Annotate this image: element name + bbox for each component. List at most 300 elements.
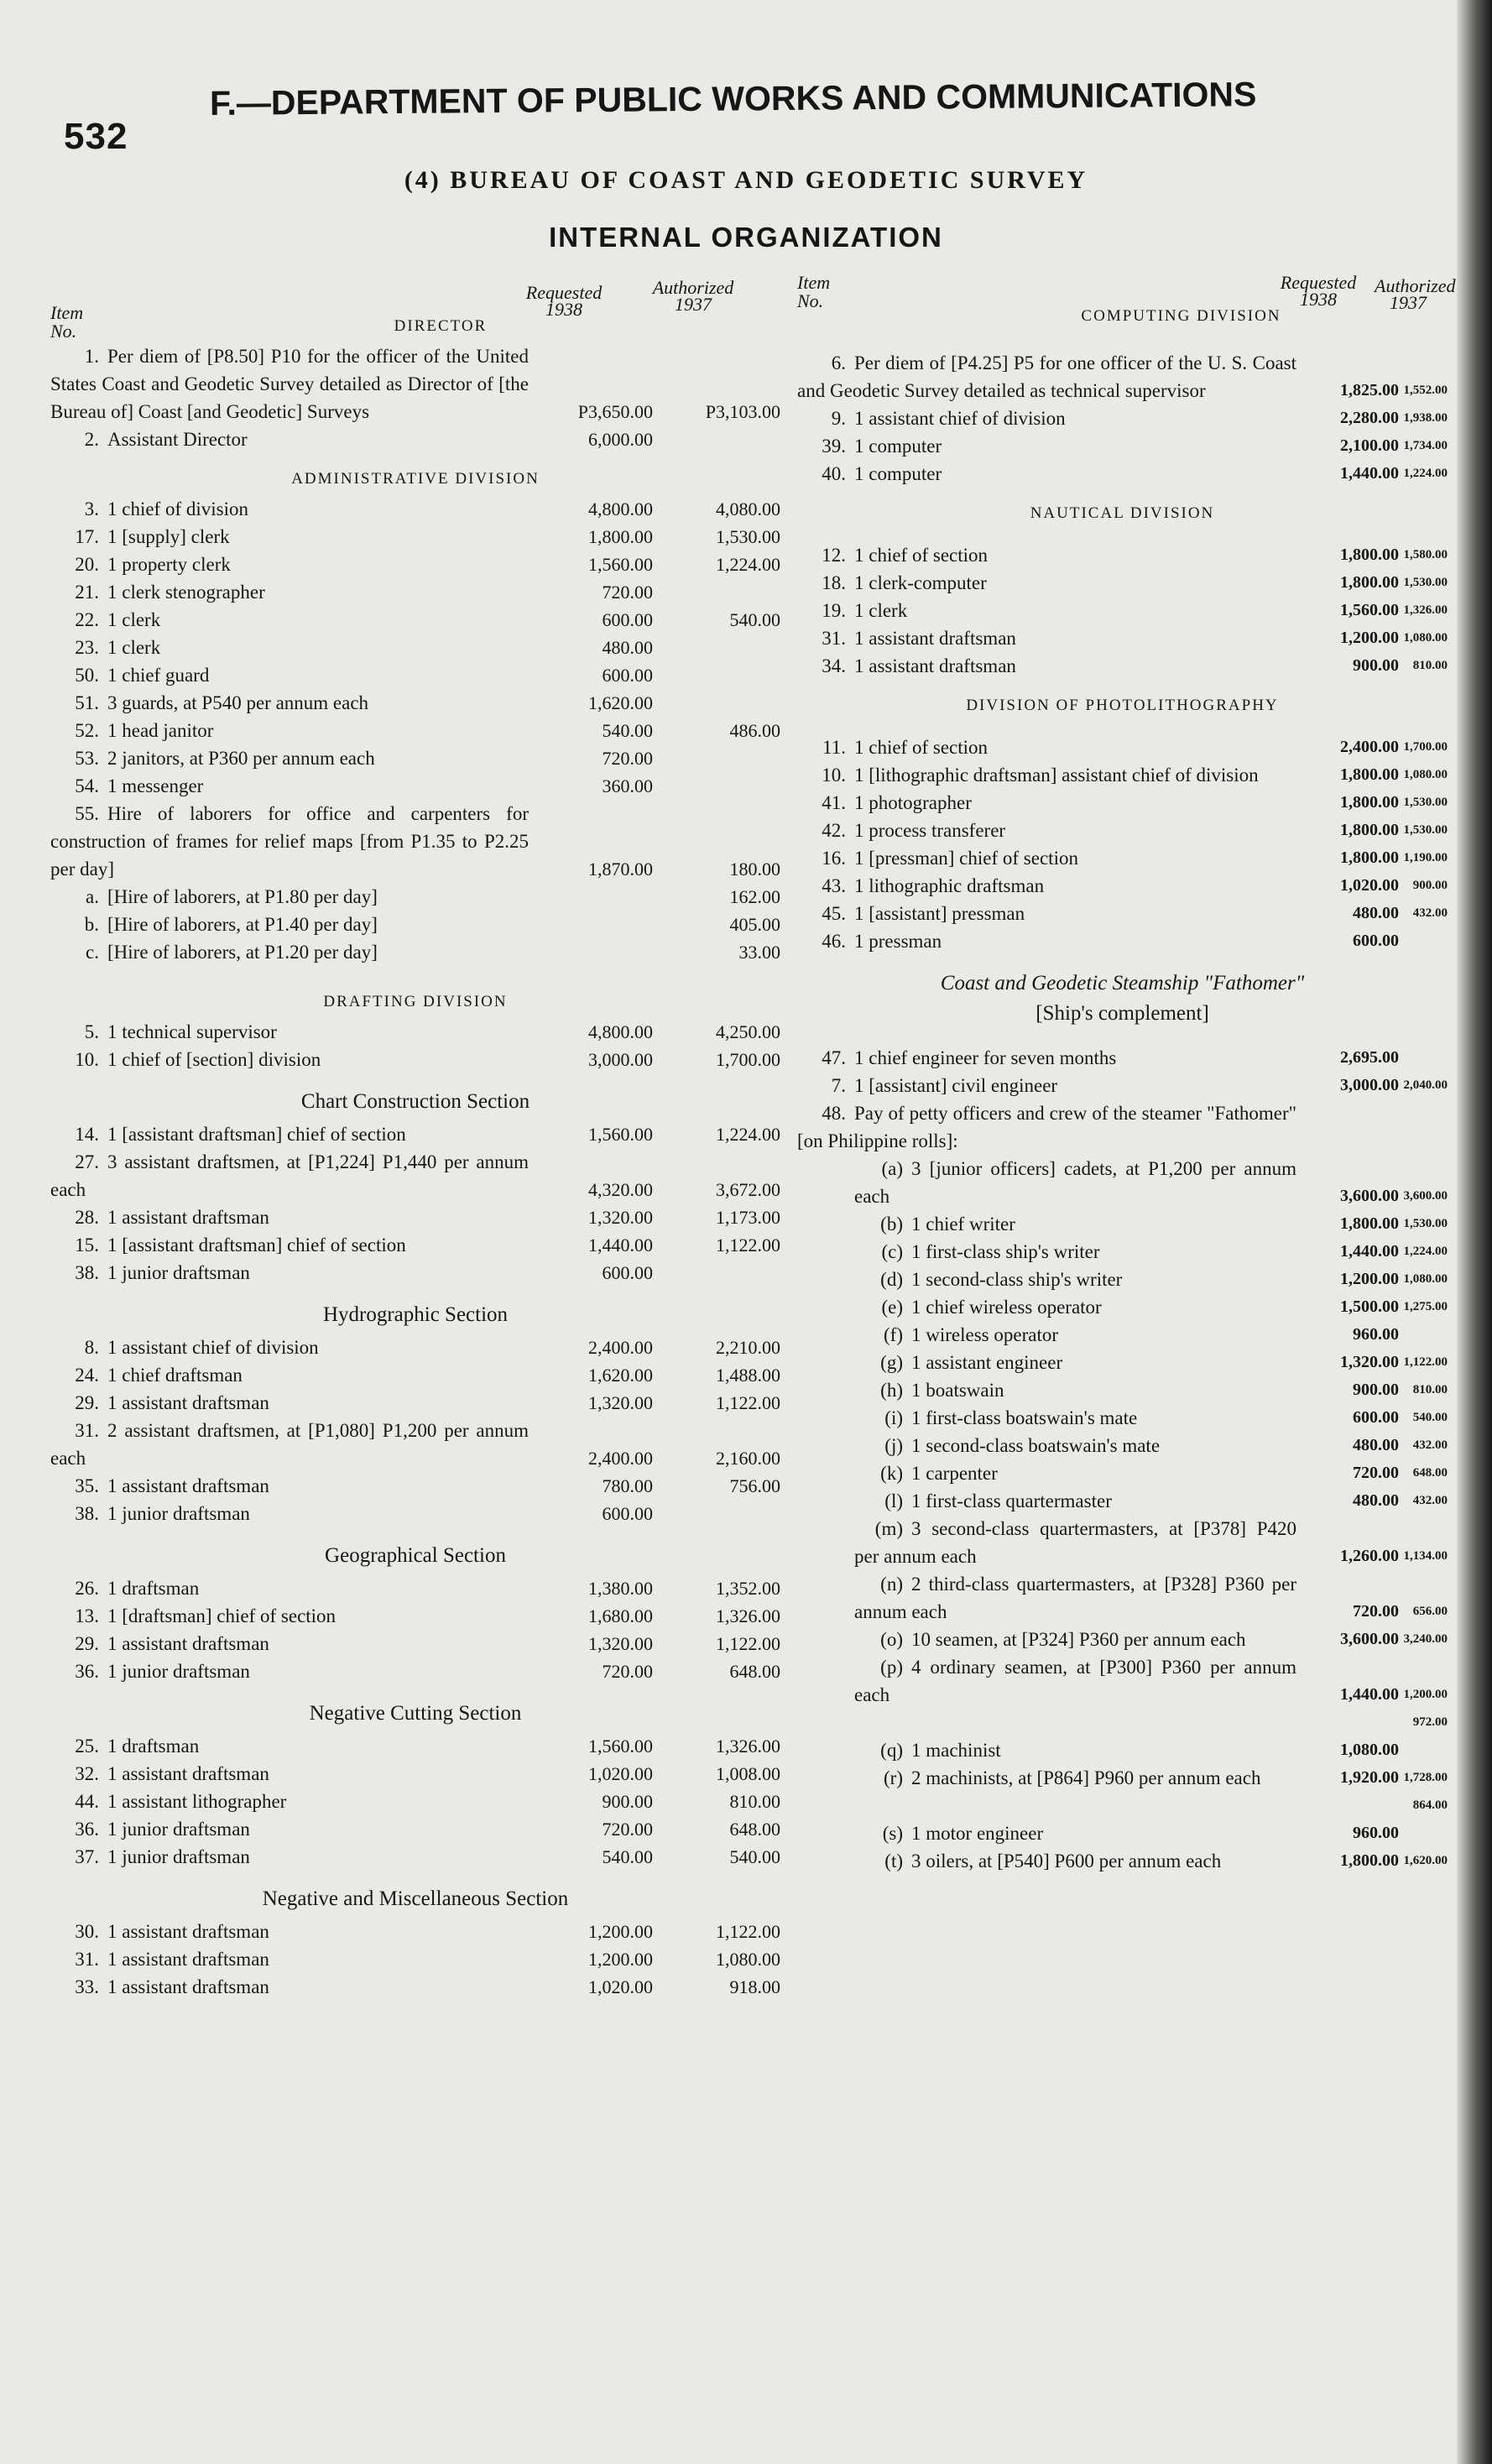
item-description: 2 machinists, at [P864] P960 per annum each: [911, 1767, 1261, 1788]
item-description: 1 clerk stenographer: [107, 582, 265, 603]
item-description: 1 assistant draftsman: [854, 628, 1016, 649]
authorized-amount: 540.00: [1412, 1411, 1448, 1424]
item-number: 23.: [75, 637, 99, 658]
item-description: 1 assistant draftsman: [107, 1475, 269, 1496]
table-row: [797, 1349, 1448, 1376]
item-number: 19.: [822, 600, 846, 621]
authorized-amount: 1,530.00: [1403, 1217, 1448, 1230]
requested-amount: 1,380.00: [588, 1578, 653, 1599]
item-description: 1 carpenter: [911, 1463, 998, 1484]
requested-amount: 540.00: [602, 720, 653, 741]
item-number: 31.: [822, 628, 846, 649]
requested-amount: P3,650.00: [577, 401, 653, 422]
bureau-title: (4) BUREAU OF COAST AND GEODETIC SURVEY: [404, 166, 1088, 194]
item-number: (e): [881, 1297, 903, 1318]
requested-amount: 1,440.00: [1340, 1242, 1399, 1261]
authorized-amount: 1,080.00: [716, 1949, 780, 1970]
authorized-amount: 1,326.00: [1403, 603, 1448, 617]
table-row: [797, 1764, 1448, 1792]
item-number: (n): [880, 1574, 903, 1595]
authorized-amount: 918.00: [729, 1976, 780, 1997]
item-number: (i): [884, 1407, 903, 1428]
item-number: 45.: [822, 903, 846, 924]
item-number: 28.: [75, 1207, 99, 1228]
page-number: 532: [64, 116, 128, 157]
table-row: [797, 817, 1448, 844]
item-description: 1 assistant chief of division: [854, 408, 1066, 429]
requested-amount: 360.00: [602, 775, 653, 796]
item-number: (b): [880, 1214, 903, 1235]
section-heading: COMPUTING DIVISION: [1081, 307, 1281, 325]
item-number: 38.: [75, 1503, 99, 1524]
table-row: [50, 342, 780, 425]
table-row: [50, 1630, 780, 1657]
section-title: INTERNAL ORGANIZATION: [549, 222, 943, 253]
requested-amount: 2,400.00: [1340, 738, 1399, 756]
no-label: No.: [50, 321, 77, 342]
table-row: [50, 1945, 780, 1973]
requested-amount: 3,600.00: [1340, 1630, 1399, 1648]
item-description: 1 computer: [854, 463, 942, 484]
authorized-amount: 486.00: [729, 720, 780, 741]
item-number: (g): [880, 1352, 903, 1373]
column-header: [797, 267, 1456, 341]
item-number: 27.: [75, 1151, 99, 1172]
authorized-amount: 432.00: [1412, 906, 1448, 920]
requested-amount: 4,320.00: [588, 1179, 653, 1200]
table-row: [797, 1376, 1448, 1404]
item-number: 53.: [75, 748, 99, 769]
item-number: 20.: [75, 554, 99, 575]
item-description: [Hire of laborers, at P1.80 per day]: [107, 886, 378, 907]
section-body: [50, 342, 780, 453]
table-row: [50, 1602, 780, 1630]
section-subheading: [Ship's complement]: [1036, 1002, 1209, 1025]
authorized-amount: 432.00: [1412, 1438, 1448, 1452]
item-number: b.: [84, 914, 99, 935]
authorized-amount: 810.00: [1412, 1383, 1448, 1396]
item-description: 1 [assistant] civil engineer: [854, 1075, 1058, 1096]
table-row: [797, 1653, 1448, 1709]
requested-amount: 600.00: [602, 1262, 653, 1283]
item-number: 13.: [75, 1605, 99, 1626]
table-row: [50, 744, 780, 772]
table-row: [797, 872, 1448, 900]
section-heading: DRAFTING DIVISION: [323, 993, 508, 1010]
requested-amount: 1,440.00: [588, 1235, 653, 1255]
authorized-amount: 1,200.00: [1403, 1688, 1448, 1701]
authorized-amount: 1,122.00: [716, 1633, 780, 1654]
authorized-amount: 2,040.00: [1403, 1078, 1448, 1092]
item-description: 1 clerk: [107, 637, 161, 658]
item-description: 1 chief wireless operator: [911, 1297, 1102, 1318]
item-number: 1.: [84, 346, 99, 367]
requested-amount: 1,825.00: [1340, 381, 1399, 399]
item-description: 1 [assistant draftsman] chief of section: [107, 1124, 406, 1145]
item-description: 1 chief of section: [854, 737, 989, 758]
item-number: 21.: [75, 582, 99, 603]
authorized-label: Authorized: [652, 277, 734, 298]
item-number: (a): [881, 1158, 903, 1179]
item-description: 1 clerk: [107, 609, 161, 630]
table-row: [50, 634, 780, 661]
authorized-amount: 540.00: [729, 609, 780, 630]
table-row: [797, 1432, 1448, 1459]
table-row: [797, 597, 1448, 624]
table-row: [797, 1044, 1448, 1072]
item-description: [Hire of laborers, at P1.20 per day]: [107, 942, 378, 963]
item-description: 1 assistant draftsman: [107, 1763, 269, 1784]
authorized-amount: 1,326.00: [716, 1605, 780, 1626]
item-description: 1 [pressman] chief of section: [854, 848, 1078, 869]
requested-amount: 1,320.00: [588, 1207, 653, 1228]
authorized-year: 1937: [675, 294, 712, 315]
item-description: 1 draftsman: [107, 1578, 200, 1599]
item-description: 1 assistant draftsman: [107, 1976, 269, 1997]
item-number: (f): [884, 1324, 903, 1345]
page-edge-shadow: [1457, 0, 1492, 2464]
requested-label: Requested: [1280, 272, 1357, 293]
item-number: (t): [884, 1851, 903, 1871]
authorized-amount: 1,580.00: [1403, 548, 1448, 561]
table-row: [797, 652, 1448, 680]
authorized-amount: P3,103.00: [705, 401, 780, 422]
right-column: [797, 267, 1456, 1875]
requested-amount: 4,800.00: [588, 1021, 653, 1042]
authorized-amount: 1,122.00: [1403, 1355, 1448, 1369]
item-description: 1 chief guard: [107, 665, 210, 686]
item-number: 22.: [75, 609, 99, 630]
item-description: 1 assistant draftsman: [107, 1949, 269, 1970]
item-number: (p): [880, 1657, 903, 1678]
table-row: [797, 541, 1448, 569]
item-description: 1 junior draftsman: [107, 1846, 250, 1867]
item-description: 1 clerk: [854, 600, 908, 621]
authorized-amount: 1,224.00: [716, 554, 780, 575]
section-heading: Negative Cutting Section: [309, 1702, 522, 1725]
authorized-amount: 900.00: [1412, 879, 1448, 892]
item-number: 48.: [822, 1103, 846, 1124]
item-description: 1 [assistant] pressman: [854, 903, 1025, 924]
table-row: [797, 1266, 1448, 1293]
item-number: 31.: [75, 1420, 99, 1441]
requested-year: 1938: [1300, 289, 1337, 310]
item-description: 2 assistant draftsmen, at [P1,080] P1,200 per annum each: [50, 1420, 529, 1469]
requested-amount: 1,800.00: [588, 526, 653, 547]
item-description: 10 seamen, at [P324] P360 per annum each: [911, 1629, 1246, 1650]
item-number: 39.: [822, 436, 846, 457]
table-row: [797, 789, 1448, 817]
table-row: [50, 1500, 780, 1527]
requested-amount: 1,020.00: [588, 1763, 653, 1784]
table-row: [797, 569, 1448, 597]
table-row: [50, 1046, 780, 1073]
requested-amount: 2,695.00: [1340, 1048, 1399, 1067]
item-description: 1 messenger: [107, 775, 204, 796]
item-number: 7.: [831, 1075, 846, 1096]
requested-amount: 1,200.00: [1340, 629, 1399, 647]
authorized-amount: 756.00: [729, 1475, 780, 1496]
table-row: [50, 883, 780, 911]
item-number: 52.: [75, 720, 99, 741]
section-body: [50, 1918, 780, 2001]
item-description: 3 [junior officers] cadets, at P1,200 per annum each: [854, 1158, 1296, 1207]
item-description: 3 oilers, at [P540] P600 per annum each: [911, 1851, 1222, 1871]
table-row: [50, 1259, 780, 1287]
requested-amount: 1,800.00: [1340, 821, 1399, 839]
item-number: (h): [880, 1380, 903, 1401]
authorized-amount: 1,530.00: [716, 526, 780, 547]
item-description: 1 lithographic draftsman: [854, 875, 1045, 896]
item-number: 40.: [822, 463, 846, 484]
requested-amount: 1,440.00: [1340, 464, 1399, 483]
item-description: 1 chief draftsman: [107, 1365, 243, 1386]
item-description: 1 assistant draftsman: [854, 655, 1016, 676]
section-body: [50, 1574, 780, 1685]
item-description: 1 pressman: [854, 931, 942, 952]
item-description: 1 second-class boatswain's mate: [911, 1435, 1161, 1456]
requested-amount: 1,440.00: [1340, 1685, 1399, 1704]
item-number: 14.: [75, 1124, 99, 1145]
item-number: 9.: [831, 408, 846, 429]
item-number: 47.: [822, 1047, 846, 1068]
item-description: 3 second-class quartermasters, at [P378] P420 per annum each: [854, 1518, 1296, 1567]
table-row: [50, 1760, 780, 1788]
requested-amount: 1,560.00: [588, 554, 653, 575]
authorized-amount: 864.00: [1412, 1798, 1448, 1812]
table-row: [50, 425, 780, 453]
item-description: 1 process transferer: [854, 820, 1006, 841]
item-description: 1 junior draftsman: [107, 1819, 250, 1840]
table-row: [797, 405, 1448, 432]
item-description: Assistant Director: [107, 429, 248, 450]
table-row: [797, 624, 1448, 652]
item-description: 4 ordinary seamen, at [P300] P360 per annum each: [854, 1657, 1296, 1705]
item-description: 1 chief of section: [854, 545, 989, 566]
table-row: [50, 1148, 780, 1203]
requested-amount: 1,620.00: [588, 1365, 653, 1386]
requested-amount: 540.00: [602, 1846, 653, 1867]
item-number: (l): [884, 1490, 903, 1511]
authorized-amount: 1,008.00: [716, 1763, 780, 1784]
table-row: [50, 911, 780, 938]
requested-amount: 900.00: [602, 1791, 653, 1812]
requested-amount: 1,800.00: [1340, 573, 1399, 592]
item-number: 33.: [75, 1976, 99, 1997]
table-row: [50, 606, 780, 634]
item-number: a.: [86, 886, 99, 907]
requested-year: 1938: [545, 299, 582, 320]
authorized-amount: 3,240.00: [1403, 1632, 1448, 1646]
requested-amount: 960.00: [1353, 1325, 1399, 1344]
requested-amount: 1,800.00: [1340, 793, 1399, 812]
item-number: 54.: [75, 775, 99, 796]
item-number: 37.: [75, 1846, 99, 1867]
item-number: 41.: [822, 792, 846, 813]
table-row: [797, 1570, 1448, 1626]
authorized-amount: 3,600.00: [1403, 1189, 1448, 1203]
requested-amount: 1,080.00: [1340, 1741, 1399, 1759]
section-heading: Geographical Section: [325, 1544, 506, 1567]
authorized-amount: 180.00: [729, 859, 780, 880]
authorized-amount: 1,190.00: [1403, 851, 1448, 864]
table-row: [797, 1515, 1448, 1570]
authorized-amount: 1,224.00: [1403, 1245, 1448, 1258]
left-column: [50, 267, 780, 2001]
table-row: [797, 460, 1448, 488]
item-number: 31.: [75, 1949, 99, 1970]
table-row: [797, 1072, 1448, 1099]
section-body: [797, 1155, 1448, 1875]
item-description: 1 machinist: [911, 1740, 1001, 1761]
item-description: Pay of petty officers and crew of the steamer "Fathomer" [on Philippine rolls]:: [797, 1103, 1296, 1151]
section-body: [797, 1044, 1448, 1155]
item-description: 1 first-class boatswain's mate: [911, 1407, 1138, 1428]
item-description: 1 head janitor: [107, 720, 214, 741]
requested-amount: 1,320.00: [588, 1392, 653, 1413]
authorized-amount: 810.00: [729, 1791, 780, 1812]
table-row: [797, 1626, 1448, 1653]
item-description: 1 wireless operator: [911, 1324, 1058, 1345]
item-description: 1 assistant lithographer: [107, 1791, 287, 1812]
authorized-amount: 1,122.00: [716, 1921, 780, 1942]
item-description: 1 junior draftsman: [107, 1503, 250, 1524]
section-body: [797, 733, 1448, 955]
requested-amount: 600.00: [602, 1503, 653, 1524]
authorized-amount: 2,160.00: [716, 1448, 780, 1469]
item-number: 2.: [84, 429, 99, 450]
item-number: 17.: [75, 526, 99, 547]
authorized-amount: 1,938.00: [1403, 411, 1448, 425]
requested-amount: 1,870.00: [588, 859, 653, 880]
requested-amount: 1,200.00: [588, 1949, 653, 1970]
table-row: [797, 1321, 1448, 1349]
item-number: (j): [884, 1435, 903, 1456]
table-row: [797, 900, 1448, 927]
section-body: [797, 541, 1448, 680]
item-number: (s): [882, 1823, 903, 1844]
authorized-amount: 162.00: [729, 886, 780, 907]
item-description: 1 assistant draftsman: [107, 1207, 269, 1228]
requested-amount: 900.00: [1353, 656, 1399, 675]
authorized-amount: 540.00: [729, 1846, 780, 1867]
table-row: [797, 1210, 1448, 1238]
item-number: 26.: [75, 1578, 99, 1599]
item-number: 30.: [75, 1921, 99, 1942]
item-description: 1 chief writer: [911, 1214, 1015, 1235]
authorized-amount: 1,122.00: [716, 1235, 780, 1255]
authorized-amount: 648.00: [729, 1661, 780, 1682]
item-number: 55.: [75, 803, 99, 824]
item-label: Item: [50, 302, 84, 323]
item-description: 1 assistant draftsman: [107, 1392, 269, 1413]
section-body: [797, 349, 1448, 488]
item-number: 32.: [75, 1763, 99, 1784]
department-title: F.—DEPARTMENT OF PUBLIC WORKS AND COMMUNICATIONS: [209, 75, 1257, 123]
item-description: 1 second-class ship's writer: [911, 1269, 1123, 1290]
table-row: [50, 1203, 780, 1231]
requested-amount: 720.00: [602, 582, 653, 603]
authorized-amount: 1,734.00: [1403, 439, 1448, 452]
requested-amount: 2,400.00: [588, 1337, 653, 1358]
table-row: [797, 1819, 1448, 1847]
item-number: 44.: [75, 1791, 99, 1812]
item-number: 36.: [75, 1819, 99, 1840]
item-number: 18.: [822, 572, 846, 593]
requested-amount: 1,320.00: [1340, 1353, 1399, 1371]
authorized-amount: 1,134.00: [1403, 1549, 1448, 1563]
table-row: [50, 1472, 780, 1500]
table-row: [797, 1487, 1448, 1515]
item-number: 36.: [75, 1661, 99, 1682]
table-row: [50, 717, 780, 744]
table-row: [50, 1231, 780, 1259]
item-description: Per diem of [P8.50] P10 for the officer of the United States Coast and Geodetic Survey detailed as Director of [the Bureau of] Coast [and Geodetic] Surveys: [50, 346, 529, 422]
authorized-amount: 656.00: [1412, 1605, 1448, 1618]
item-number: 42.: [822, 820, 846, 841]
authorized-amount: 1,728.00: [1403, 1771, 1448, 1784]
authorized-amount: 4,250.00: [716, 1021, 780, 1042]
item-number: (m): [874, 1518, 903, 1539]
item-description: 1 [assistant draftsman] chief of section: [107, 1235, 406, 1255]
table-row: [797, 1459, 1448, 1487]
requested-amount: 720.00: [602, 1819, 653, 1840]
no-label: No.: [797, 290, 824, 311]
item-number: 38.: [75, 1262, 99, 1283]
table-row: [797, 733, 1448, 761]
requested-amount: 1,800.00: [1340, 546, 1399, 564]
table-row: [50, 1973, 780, 2001]
item-description: 2 third-class quartermasters, at [P328] P360 per annum each: [854, 1574, 1296, 1622]
table-row: [50, 1417, 780, 1472]
authorized-amount: 972.00: [1412, 1715, 1448, 1729]
requested-amount: 1,260.00: [1340, 1547, 1399, 1565]
requested-amount: 1,620.00: [588, 692, 653, 713]
authorized-amount: 648.00: [1412, 1466, 1448, 1480]
requested-amount: 600.00: [1353, 1408, 1399, 1427]
table-row: [797, 1792, 1448, 1819]
requested-amount: 3,000.00: [1340, 1076, 1399, 1094]
item-description: 1 property clerk: [107, 554, 231, 575]
authorized-amount: 1,080.00: [1403, 631, 1448, 645]
requested-amount: 480.00: [602, 637, 653, 658]
authorized-amount: 33.00: [738, 942, 780, 963]
table-row: [797, 1238, 1448, 1266]
table-row: [50, 523, 780, 551]
item-description: 1 draftsman: [107, 1736, 200, 1757]
requested-amount: 1,200.00: [588, 1921, 653, 1942]
table-row: [50, 1657, 780, 1685]
table-row: [50, 938, 780, 966]
authorized-amount: 1,080.00: [1403, 768, 1448, 781]
authorized-amount: 1,080.00: [1403, 1272, 1448, 1286]
authorized-label: Authorized: [1375, 275, 1456, 296]
item-number: 34.: [822, 655, 846, 676]
item-description: 1 assistant draftsman: [107, 1921, 269, 1942]
section-heading: DIVISION OF PHOTOLITHOGRAPHY: [966, 697, 1279, 714]
authorized-amount: 1,620.00: [1403, 1854, 1448, 1867]
item-description: 1 chief of [section] division: [107, 1049, 321, 1070]
requested-amount: 720.00: [602, 1661, 653, 1682]
table-row: [797, 1404, 1448, 1432]
requested-amount: 480.00: [1353, 1491, 1399, 1510]
item-description: 1 technical supervisor: [107, 1021, 277, 1042]
item-description: 1 first-class quartermaster: [911, 1490, 1112, 1511]
item-number: 5.: [84, 1021, 99, 1042]
table-row: [50, 1732, 780, 1760]
requested-amount: 900.00: [1353, 1381, 1399, 1399]
authorized-amount: 1,700.00: [1403, 740, 1448, 754]
